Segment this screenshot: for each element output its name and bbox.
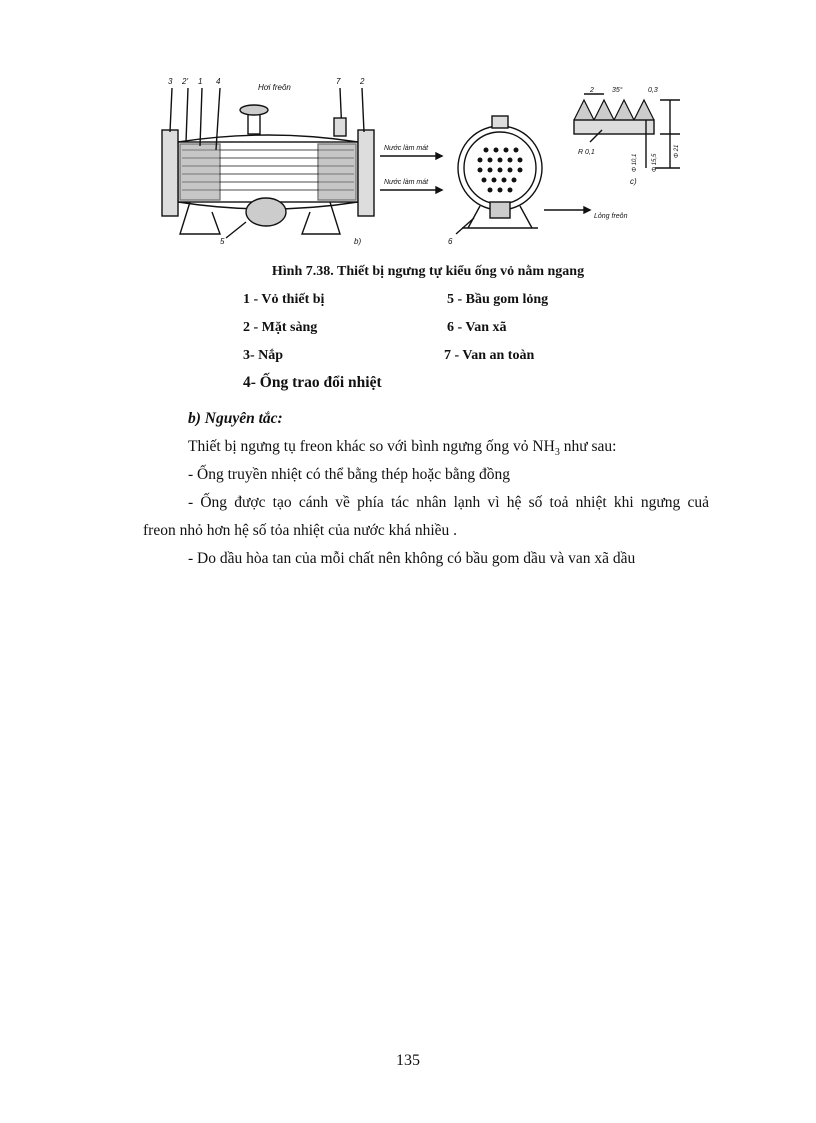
- figure-caption: Hình 7.38. Thiết bị ngưng tự kiểu ống vỏ nằm ngang: [271, 264, 585, 279]
- legend-item-7: 7 - Van an toàn: [444, 348, 535, 363]
- fig-label-b: b): [354, 237, 362, 246]
- legend-item-2: 2 - Mặt sàng: [243, 320, 318, 335]
- fig-label-dim-03: 0,3: [648, 87, 658, 94]
- legend-item-1: 1 - Vỏ thiết bị: [243, 292, 325, 307]
- right-cover: [358, 130, 374, 216]
- intro-paragraph: [188, 438, 616, 458]
- intro-text-before: Thiết bị ngưng tụ freon khác so với bình ngưng ống vỏ NH: [188, 438, 555, 455]
- legend-item-6: 6 - Van xã: [447, 320, 507, 335]
- fig-label-7: 7: [336, 77, 341, 86]
- legend-item-4: 4- Ống trao đổi nhiệt: [243, 374, 382, 391]
- fig-label-phi3: Φ 21: [674, 144, 680, 158]
- bullet-3: - Do dầu hòa tan của mỗi chất nên không có bầu gom dầu và van xã dầu: [188, 550, 636, 567]
- bullet-2-line-1: - Ống được tạo cánh về phía tác nhân lạnh vì hệ số toả nhiệt khi ngưng cuả: [188, 494, 709, 511]
- fig-label-dim-2: 2: [590, 87, 594, 94]
- fig-label-c: c): [630, 177, 637, 186]
- section-heading: b) Nguyên tắc:: [188, 410, 283, 427]
- fig-label-6: 6: [448, 237, 453, 246]
- fig-label-r01: R 0,1: [578, 149, 595, 156]
- fig-label-phi2: Φ 15,5: [652, 153, 658, 172]
- liquid-receiver-shape: [246, 198, 286, 226]
- legend-item-5: 5 - Bầu gom lỏng: [447, 292, 549, 307]
- bullet-2-line-2: freon nhỏ hơn hệ số tỏa nhiệt của nước khá nhiều .: [143, 522, 458, 539]
- fig-label-nuoc-lam-mat-1: Nước làm mát: [384, 145, 429, 152]
- fig-label-2a: 2': [182, 77, 188, 86]
- page-number: 135: [396, 1052, 420, 1069]
- condenser-drawing: [150, 72, 690, 252]
- left-cover: [162, 130, 178, 216]
- fig-label-hoi-freon: Hơi freôn: [258, 83, 291, 92]
- legend-item-3: 3- Nắp: [243, 348, 284, 363]
- fig-label-5: 5: [220, 237, 225, 246]
- fig-label-3: 3: [168, 77, 173, 86]
- fig-label-nuoc-lam-mat-2: Nước làm mát: [384, 179, 429, 186]
- fig-label-phi1: Φ 10,1: [632, 153, 638, 172]
- fig-label-long-freon: Lỏng freôn: [594, 213, 628, 220]
- fig-label-2b: 2: [360, 77, 365, 86]
- fig-label-4: 4: [216, 77, 221, 86]
- intro-text-after: như sau:: [559, 438, 617, 455]
- fig-label-1: 1: [198, 77, 203, 86]
- bullet-1: - Ống truyền nhiệt có thể bằng thép hoặc bằng đồng: [188, 466, 510, 483]
- intro-subscript: 3: [554, 447, 560, 459]
- fig-label-dim-angle: 35°: [612, 87, 623, 94]
- condenser-figure: [150, 72, 690, 252]
